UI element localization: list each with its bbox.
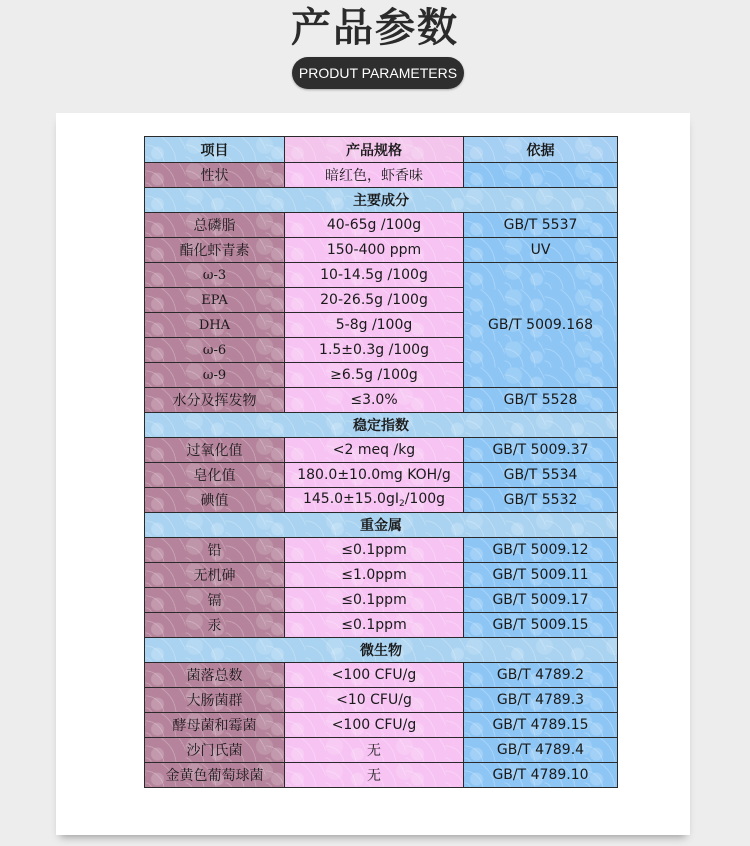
section-title: 微生物: [145, 638, 618, 663]
table-row: [145, 388, 618, 413]
row-name: 总磷脂: [145, 213, 285, 238]
row-name: ω-6: [145, 338, 285, 363]
row-basis: GB/T 4789.4: [464, 738, 618, 763]
column-header-basis: 依据: [464, 137, 618, 163]
row-name: 汞: [145, 613, 285, 638]
row-name: 水分及挥发物: [145, 388, 285, 413]
spec-subscript: 2: [398, 499, 405, 509]
row-spec: ≥6.5g /100g: [285, 363, 464, 388]
row-name: 酵母菌和霉菌: [145, 713, 285, 738]
row-spec: 20-26.5g /100g: [285, 288, 464, 313]
row-spec: <100 CFU/g: [285, 663, 464, 688]
spec-pre: 145.0±15.0gI: [302, 491, 399, 507]
row-spec: [285, 488, 464, 513]
row-spec: 无: [285, 763, 464, 788]
row-basis: GB/T 5009.15: [464, 613, 618, 638]
row-name: 铅: [145, 538, 285, 563]
table-row: [145, 738, 618, 763]
table-row: [145, 263, 618, 288]
table-row: [145, 438, 618, 463]
table-row: [145, 238, 618, 263]
row-basis-merged: GB/T 5009.168: [464, 263, 618, 388]
row-basis: GB/T 4789.10: [464, 763, 618, 788]
table-row: [145, 538, 618, 563]
row-name: EPA: [145, 288, 285, 313]
row-spec: 150-400 ppm: [285, 238, 464, 263]
row-name: 性状: [145, 163, 285, 188]
table-row: [145, 213, 618, 238]
row-spec: <2 meq /kg: [285, 438, 464, 463]
section-row-main: [145, 188, 618, 213]
table-row: [145, 613, 618, 638]
subtitle-badge: PRODUT PARAMETERS: [292, 57, 464, 89]
table-row: [145, 488, 618, 513]
row-basis: GB/T 5534: [464, 463, 618, 488]
row-spec: <100 CFU/g: [285, 713, 464, 738]
row-name: 过氧化值: [145, 438, 285, 463]
row-name: 镉: [145, 588, 285, 613]
row-basis: GB/T 5009.12: [464, 538, 618, 563]
row-spec: ≤0.1ppm: [285, 538, 464, 563]
table-row: [145, 463, 618, 488]
row-name: 菌落总数: [145, 663, 285, 688]
column-header-spec: 产品规格: [285, 137, 464, 163]
table-row: [145, 663, 618, 688]
row-basis: [464, 163, 618, 188]
row-basis: GB/T 5009.37: [464, 438, 618, 463]
spec-table: [144, 136, 618, 788]
row-spec: 5-8g /100g: [285, 313, 464, 338]
row-spec: ≤1.0ppm: [285, 563, 464, 588]
section-row-micro: [145, 638, 618, 663]
row-name: DHA: [145, 313, 285, 338]
page-title: 产品参数: [291, 5, 459, 51]
section-row-stability: [145, 413, 618, 438]
table-row: [145, 763, 618, 788]
row-basis: GB/T 4789.2: [464, 663, 618, 688]
row-name: 沙门氏菌: [145, 738, 285, 763]
column-header-item: 项目: [145, 137, 285, 163]
row-name: 大肠菌群: [145, 688, 285, 713]
row-spec: 暗红色，虾香味: [285, 163, 464, 188]
row-basis: GB/T 5528: [464, 388, 618, 413]
section-title: 稳定指数: [145, 413, 618, 438]
row-spec: 无: [285, 738, 464, 763]
table-row: [145, 163, 618, 188]
row-spec: <10 CFU/g: [285, 688, 464, 713]
row-basis: GB/T 5009.11: [464, 563, 618, 588]
spec-post: /100g: [404, 491, 446, 507]
row-name: ω-9: [145, 363, 285, 388]
table-row: [145, 713, 618, 738]
row-basis: GB/T 4789.15: [464, 713, 618, 738]
row-name: 无机砷: [145, 563, 285, 588]
row-basis: GB/T 5009.17: [464, 588, 618, 613]
row-basis: GB/T 5537: [464, 213, 618, 238]
row-spec: ≤0.1ppm: [285, 613, 464, 638]
table-row: [145, 563, 618, 588]
section-row-metals: [145, 513, 618, 538]
row-basis: UV: [464, 238, 618, 263]
row-name: 酯化虾青素: [145, 238, 285, 263]
row-name: 金黄色葡萄球菌: [145, 763, 285, 788]
row-name: 碘值: [145, 488, 285, 513]
row-spec: ≤0.1ppm: [285, 588, 464, 613]
row-name: 皂化值: [145, 463, 285, 488]
row-spec: ≤3.0%: [285, 388, 464, 413]
section-title: 重金属: [145, 513, 618, 538]
table-header-row: [145, 137, 618, 163]
row-spec: 180.0±10.0mg KOH/g: [285, 463, 464, 488]
row-spec: 1.5±0.3g /100g: [285, 338, 464, 363]
table-row: [145, 688, 618, 713]
section-title: 主要成分: [145, 188, 618, 213]
row-spec: 10-14.5g /100g: [285, 263, 464, 288]
row-basis: GB/T 5532: [464, 488, 618, 513]
row-basis: GB/T 4789.3: [464, 688, 618, 713]
row-spec: 40-65g /100g: [285, 213, 464, 238]
row-name: ω-3: [145, 263, 285, 288]
table-row: [145, 588, 618, 613]
